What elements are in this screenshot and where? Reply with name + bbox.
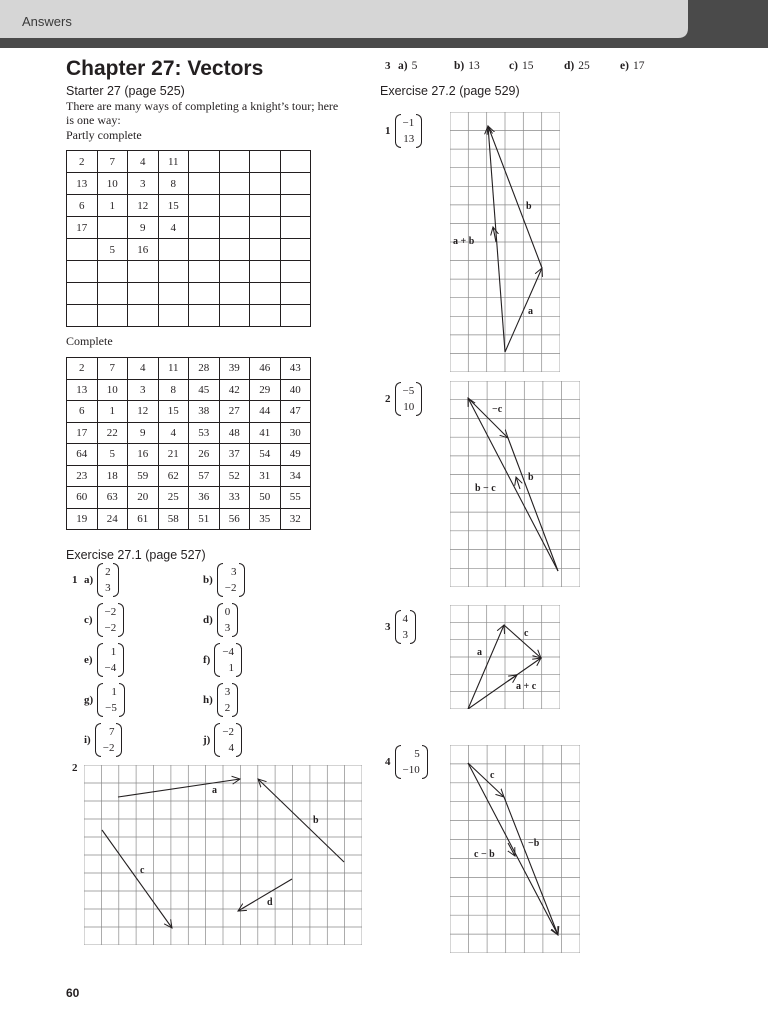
q3-number: 3 (385, 60, 391, 72)
ex272-heading: Exercise 27.2 (page 529) (380, 84, 520, 98)
ex272-q4-vector (385, 745, 428, 779)
table-cell: 15 (158, 195, 189, 217)
table-cell (250, 151, 281, 173)
ex272-q4-label-minus-b: −b (528, 838, 540, 849)
q3-b-label: b) (454, 60, 465, 72)
ex272-q2-vector-label: 2 (385, 393, 391, 405)
table-cell: 31 (250, 465, 281, 487)
table-cell: 28 (189, 358, 220, 380)
table-cell: 37 (219, 444, 250, 466)
header-title: Answers (22, 14, 72, 29)
table-cell: 40 (280, 379, 311, 401)
table-cell: 47 (280, 401, 311, 423)
table-row (67, 465, 311, 487)
ex271-q1-part-2-top: −2 (104, 606, 117, 618)
vector-d-label: d (267, 897, 273, 908)
q3-c-value: 15 (521, 60, 534, 72)
ex271-q1-part-9-label: j) (203, 734, 211, 746)
ex271-q1-part-2-bottom: −2 (104, 622, 117, 634)
table-cell (280, 195, 311, 217)
ex271-q1-part-3 (203, 603, 238, 637)
vector-b-arrow (258, 779, 344, 862)
table-cell: 7 (97, 358, 128, 380)
table-cell: 6 (67, 195, 98, 217)
table-row (67, 422, 311, 444)
table-cell: 2 (67, 358, 98, 380)
ex271-q1-part-5-top: −4 (222, 646, 235, 658)
ex271-q1-part-9 (203, 723, 242, 757)
ex271-q1-part-6-label: g) (84, 694, 94, 706)
table-cell: 35 (250, 508, 281, 530)
table-cell: 58 (158, 508, 189, 530)
table-cell: 9 (128, 217, 159, 239)
ex271-q1-part-3-bottom: 3 (224, 622, 231, 634)
ex271-q1-part-5 (203, 643, 242, 677)
complete-tour-table (66, 357, 311, 530)
ex271-q1-number: 1 (72, 574, 78, 586)
ex272-q2-diagram (450, 381, 580, 587)
vector-c-label: c (140, 865, 145, 876)
table-cell (97, 283, 128, 305)
starter-text-line2: is one way: (66, 113, 121, 127)
table-cell: 44 (250, 401, 281, 423)
ex272-q1-label-a-plus-b: a + b (453, 236, 475, 247)
ex272-q1-label-b: b (526, 201, 532, 212)
ex271-q1-part-7-top: 3 (224, 686, 231, 698)
table-cell: 20 (128, 487, 159, 509)
table-cell: 18 (97, 465, 128, 487)
q3-d-label: d) (564, 60, 575, 72)
ex272-q2-vector-bottom: 10 (403, 401, 415, 413)
ex272-q4-label-c: c (490, 770, 495, 781)
table-cell: 3 (128, 379, 159, 401)
ex272-q1-diagram (450, 112, 560, 372)
ex271-q1-part-0-bottom: 3 (105, 582, 111, 594)
ex271-q1-part-6-bottom: −5 (105, 702, 117, 714)
ex272-q3-label-a: a (477, 647, 482, 658)
partly-complete-label: Partly complete (66, 128, 142, 142)
table-cell: 10 (97, 379, 128, 401)
ex271-q1-part-7 (203, 683, 238, 717)
ex271-q1-part-1 (203, 563, 245, 597)
table-cell (158, 305, 189, 327)
ex272-q1-vector-a-plus-b (488, 126, 505, 352)
q3-a-value: 5 (411, 60, 418, 72)
table-cell: 46 (250, 358, 281, 380)
ex271-q1-part-9-top: −2 (222, 726, 235, 738)
table-cell: 22 (97, 422, 128, 444)
table-cell: 1 (97, 195, 128, 217)
table-cell (280, 217, 311, 239)
table-cell (250, 217, 281, 239)
q3-answer-d (564, 60, 590, 72)
table-cell: 19 (67, 508, 98, 530)
ex271-q1-part-5-label: f) (203, 654, 211, 666)
ex272-q3-vector-top: 4 (402, 613, 408, 625)
ex271-q1-part-0 (84, 563, 119, 597)
ex271-q1-part-2-label: c) (84, 614, 93, 626)
ex272-q3-vector-label: 3 (385, 621, 391, 633)
table-cell (189, 305, 220, 327)
table-cell (128, 261, 159, 283)
table-cell: 4 (128, 358, 159, 380)
ex271-q1-part-1-bottom: −2 (224, 582, 237, 594)
q2-grid-lines (84, 765, 362, 945)
ex272-q2-grid-lines (450, 381, 580, 587)
ex272-q4-label-c-minus-b: c − b (474, 849, 495, 860)
table-cell: 15 (158, 401, 189, 423)
table-cell: 4 (158, 422, 189, 444)
table-cell (67, 239, 98, 261)
table-cell (280, 261, 311, 283)
table-cell: 1 (97, 401, 128, 423)
table-cell (158, 261, 189, 283)
table-cell (250, 283, 281, 305)
table-cell (158, 239, 189, 261)
q3-e-label: e) (620, 60, 629, 72)
ex271-q1-part-4-bottom: −4 (104, 662, 117, 674)
ex272-q2-label-b-minus-c: b − c (475, 483, 496, 494)
ex272-q4-vector-c (468, 763, 504, 797)
table-cell (250, 173, 281, 195)
ex271-q1-part-4-label: e) (84, 654, 93, 666)
table-cell (280, 239, 311, 261)
table-cell (280, 283, 311, 305)
table-cell (128, 283, 159, 305)
ex271-q1-part-3-label: d) (203, 614, 213, 626)
table-row (67, 195, 311, 217)
table-cell: 16 (128, 444, 159, 466)
table-row (67, 508, 311, 530)
q3-answer-c (509, 60, 533, 72)
table-cell (219, 283, 250, 305)
vector-d-arrow (238, 879, 292, 911)
table-cell: 52 (219, 465, 250, 487)
table-cell: 33 (219, 487, 250, 509)
ex272-q2-label-minus-c: −c (492, 404, 503, 415)
ex271-q1-part-8-label: i) (84, 734, 91, 746)
table-cell: 64 (67, 444, 98, 466)
table-cell (189, 283, 220, 305)
table-cell: 13 (67, 173, 98, 195)
ex272-q2-label-b: b (528, 472, 534, 483)
table-cell (280, 305, 311, 327)
table-cell: 53 (189, 422, 220, 444)
table-cell: 4 (128, 151, 159, 173)
table-cell (97, 217, 128, 239)
table-cell: 56 (219, 508, 250, 530)
table-cell: 5 (97, 239, 128, 261)
table-cell: 2 (67, 151, 98, 173)
ex271-q1-part-7-label: h) (203, 694, 213, 706)
table-cell: 23 (67, 465, 98, 487)
ex271-q1-part-8-top: 7 (108, 726, 115, 738)
table-cell (189, 239, 220, 261)
table-cell: 27 (219, 401, 250, 423)
ex271-q1-part-6 (84, 683, 125, 717)
table-cell: 57 (189, 465, 220, 487)
ex272-q1-vector-label: 1 (385, 125, 391, 137)
vector-c-arrow (102, 830, 172, 928)
table-row (67, 487, 311, 509)
ex271-q2-number: 2 (72, 762, 78, 774)
table-cell (250, 239, 281, 261)
table-cell: 34 (280, 465, 311, 487)
table-cell (219, 305, 250, 327)
table-cell: 21 (158, 444, 189, 466)
table-cell (97, 305, 128, 327)
q3-b-value: 13 (468, 60, 480, 72)
ex271-q1-part-2 (84, 603, 124, 637)
table-row (67, 401, 311, 423)
table-cell (280, 151, 311, 173)
table-cell (128, 305, 159, 327)
q3-answer-e (620, 60, 644, 72)
table-cell (158, 283, 189, 305)
ex272-q1-vector-bottom: 13 (403, 133, 415, 145)
ex271-q1-part-0-label: a) (84, 574, 94, 586)
table-cell (189, 261, 220, 283)
ex271-q1-part-1-top: 3 (231, 566, 237, 578)
table-cell: 51 (189, 508, 220, 530)
table-cell: 11 (158, 151, 189, 173)
table-row (67, 358, 311, 380)
ex271-q1-part-5-bottom: 1 (228, 662, 235, 674)
table-cell: 7 (97, 151, 128, 173)
table-cell (219, 217, 250, 239)
table-cell: 10 (97, 173, 128, 195)
table-cell (219, 151, 250, 173)
table-row (67, 217, 311, 239)
ex271-q2-vector-grid (84, 765, 362, 945)
ex272-q4-vector-minus-b (504, 797, 558, 935)
table-cell: 17 (67, 217, 98, 239)
table-cell: 41 (250, 422, 281, 444)
table-row (67, 173, 311, 195)
table-cell: 12 (128, 401, 159, 423)
table-cell: 63 (97, 487, 128, 509)
table-cell (189, 217, 220, 239)
table-row (67, 261, 311, 283)
ex272-q1-vector-top: −1 (402, 117, 415, 129)
ex271-q1-part-8-bottom: −2 (102, 742, 115, 754)
ex272-q2-midarrow (516, 477, 520, 489)
ex271-q1-part-8 (84, 723, 122, 757)
ex272-q3-label-a-plus-c: a + c (516, 681, 537, 692)
table-cell: 32 (280, 508, 311, 530)
ex272-q4-vector-label: 4 (385, 756, 391, 768)
ex271-q1-part-0-top: 2 (105, 566, 111, 578)
ex271-heading: Exercise 27.1 (page 527) (66, 548, 206, 562)
table-cell: 43 (280, 358, 311, 380)
ex271-q1-part-6-top: 1 (111, 686, 117, 698)
table-cell (219, 239, 250, 261)
vector-b-label: b (313, 815, 319, 826)
ex272-q1-vector-b (488, 126, 542, 268)
table-cell: 13 (67, 379, 98, 401)
table-cell: 6 (67, 401, 98, 423)
ex272-q4-vector-bottom: −10 (402, 764, 420, 776)
table-cell: 36 (189, 487, 220, 509)
chapter-title: Chapter 27: Vectors (66, 57, 264, 80)
table-row (67, 444, 311, 466)
table-cell (97, 261, 128, 283)
ex272-q3-label-c: c (524, 628, 529, 639)
table-cell (250, 261, 281, 283)
q3-answer-a (398, 60, 417, 72)
table-cell (189, 195, 220, 217)
table-cell: 24 (97, 508, 128, 530)
table-cell (219, 173, 250, 195)
q3-a-label: a) (398, 60, 408, 72)
table-cell: 30 (280, 422, 311, 444)
complete-label: Complete (66, 334, 113, 348)
partial-tour-table (66, 150, 311, 327)
table-cell: 16 (128, 239, 159, 261)
ex272-q2-vector (385, 382, 422, 416)
ex271-q1-part-1-label: b) (203, 574, 213, 586)
ex272-q4-diagram (450, 745, 580, 953)
ex272-q3-vector-bottom: 3 (402, 629, 408, 641)
table-cell (280, 173, 311, 195)
ex272-q1-label-a: a (528, 306, 533, 317)
starter-heading: Starter 27 (page 525) (66, 84, 185, 98)
table-cell: 3 (128, 173, 159, 195)
table-cell: 8 (158, 379, 189, 401)
vector-a-label: a (212, 785, 217, 796)
q3-d-value: 25 (578, 60, 590, 72)
ex272-q3-grid-lines (450, 605, 560, 709)
table-cell: 61 (128, 508, 159, 530)
table-row (67, 305, 311, 327)
table-cell: 42 (219, 379, 250, 401)
table-cell: 11 (158, 358, 189, 380)
table-cell: 39 (219, 358, 250, 380)
table-cell (67, 283, 98, 305)
page-number: 60 (66, 986, 80, 1000)
ex272-q3-vector (385, 610, 416, 644)
table-row (67, 283, 311, 305)
ex271-q1-part-7-bottom: 2 (224, 702, 231, 714)
table-cell: 17 (67, 422, 98, 444)
q3-answer-b (454, 60, 480, 72)
ex272-q2-vector-b-minus-c (508, 438, 558, 571)
table-cell (219, 195, 250, 217)
table-row (67, 239, 311, 261)
q3-c-label: c) (509, 60, 518, 72)
table-cell: 45 (189, 379, 220, 401)
table-cell: 12 (128, 195, 159, 217)
table-cell: 60 (67, 487, 98, 509)
table-cell: 38 (189, 401, 220, 423)
ex272-q2-vector-top: −5 (402, 385, 415, 397)
table-cell: 55 (280, 487, 311, 509)
table-cell: 26 (189, 444, 220, 466)
table-row (67, 151, 311, 173)
table-cell: 5 (97, 444, 128, 466)
ex272-q3-diagram (450, 605, 560, 709)
ex272-q4-vector-top: 5 (414, 748, 420, 760)
ex271-q1-part-9-bottom: 4 (228, 742, 235, 754)
table-cell (250, 195, 281, 217)
table-cell (67, 305, 98, 327)
table-cell: 29 (250, 379, 281, 401)
table-cell: 8 (158, 173, 189, 195)
table-cell (189, 173, 220, 195)
ex271-q1-part-4 (84, 643, 124, 677)
table-cell: 54 (250, 444, 281, 466)
table-cell: 49 (280, 444, 311, 466)
table-cell (189, 151, 220, 173)
ex271-q1-part-4-top: 1 (110, 646, 117, 658)
table-cell: 62 (158, 465, 189, 487)
ex272-q4-grid-lines (450, 745, 580, 953)
table-row (67, 379, 311, 401)
ex271-q1-part-3-top: 0 (224, 606, 231, 618)
header-bar (0, 0, 768, 48)
ex272-q1-vector (385, 114, 422, 148)
table-cell (250, 305, 281, 327)
starter-text-line1: There are many ways of completing a knight’s tour; here (66, 99, 339, 113)
table-cell: 50 (250, 487, 281, 509)
table-cell (219, 261, 250, 283)
table-cell: 9 (128, 422, 159, 444)
table-cell: 48 (219, 422, 250, 444)
table-cell: 59 (128, 465, 159, 487)
table-cell: 4 (158, 217, 189, 239)
table-cell: 25 (158, 487, 189, 509)
ex272-q3-vector-c (504, 625, 541, 658)
table-cell (67, 261, 98, 283)
q3-e-value: 17 (632, 60, 645, 72)
